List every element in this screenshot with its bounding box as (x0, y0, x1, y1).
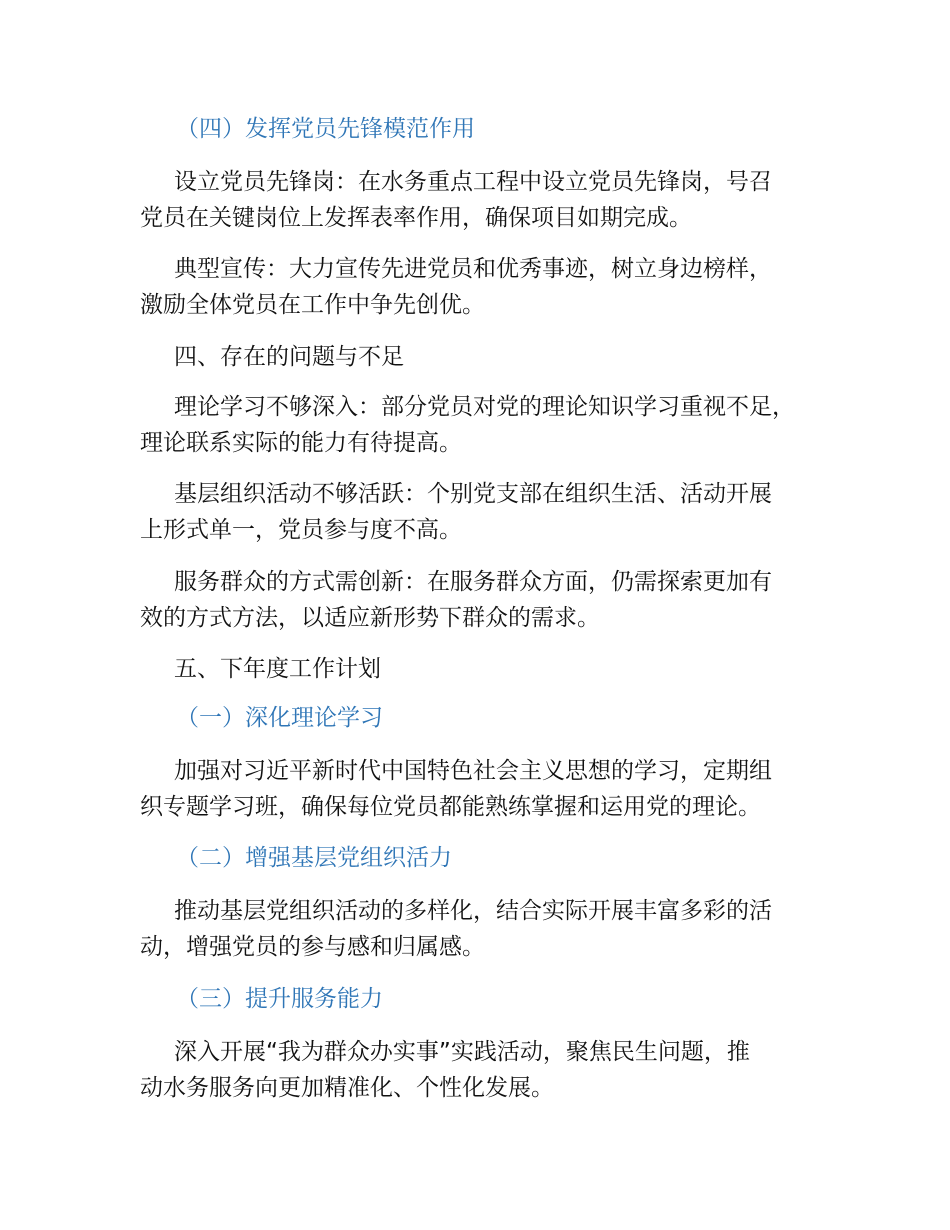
paragraph-study-plan (140, 753, 820, 825)
line: 动水务服务向更加精准化、个性化发展。 (140, 1075, 554, 1101)
line: 加强对习近平新时代中国特色社会主义思想的学习，定期组 (174, 758, 772, 784)
paragraph-grassroots-activity (140, 476, 820, 548)
line: 动，增强党员的参与感和归属感。 (140, 934, 485, 960)
line: 理论学习不够深入：部分党员对党的理论知识学习重视不足， (174, 394, 795, 420)
paragraph-vanguard-post (140, 164, 820, 236)
paragraph-practice-plan (140, 1034, 820, 1106)
section-title-next-year-plan: 五、下年度工作计划 (174, 656, 381, 682)
line: 效的方式方法，以适应新形势下群众的需求。 (140, 605, 600, 631)
paragraph-theory-study (140, 389, 820, 461)
line: 理论联系实际的能力有待提高。 (140, 430, 462, 456)
line: 深入开展“我为群众办实事”实践活动，聚焦民生问题，推 (174, 1039, 750, 1065)
line: 推动基层党组织活动的多样化，结合实际开展丰富多彩的活 (174, 898, 772, 924)
line: 党员在关键岗位上发挥表率作用，确保项目如期完成。 (140, 205, 692, 231)
heading-deepen-theory-study: （一）深化理论学习 (176, 705, 383, 731)
line: 典型宣传：大力宣传先进党员和优秀事迹，树立身边榜样， (174, 256, 772, 282)
section-title-problems: 四、存在的问题与不足 (174, 344, 404, 370)
heading-grassroots-vitality: （二）增强基层党组织活力 (176, 845, 452, 871)
line: 激励全体党员在工作中争先创优。 (140, 292, 485, 318)
heading-party-vanguard: （四）发挥党员先锋模范作用 (176, 116, 475, 142)
paragraph-activity-plan (140, 893, 820, 965)
line: 上形式单一，党员参与度不高。 (140, 517, 462, 543)
line: 设立党员先锋岗：在水务重点工程中设立党员先锋岗，号召 (174, 169, 772, 195)
heading-service-capability: （三）提升服务能力 (176, 986, 383, 1012)
paragraph-typical-publicity (140, 251, 820, 323)
paragraph-service-innovation (140, 564, 820, 636)
line: 基层组织活动不够活跃：个别党支部在组织生活、活动开展 (174, 481, 772, 507)
line: 织专题学习班，确保每位党员都能熟练掌握和运用党的理论。 (140, 794, 761, 820)
line: 服务群众的方式需创新：在服务群众方面，仍需探索更加有 (174, 569, 772, 595)
